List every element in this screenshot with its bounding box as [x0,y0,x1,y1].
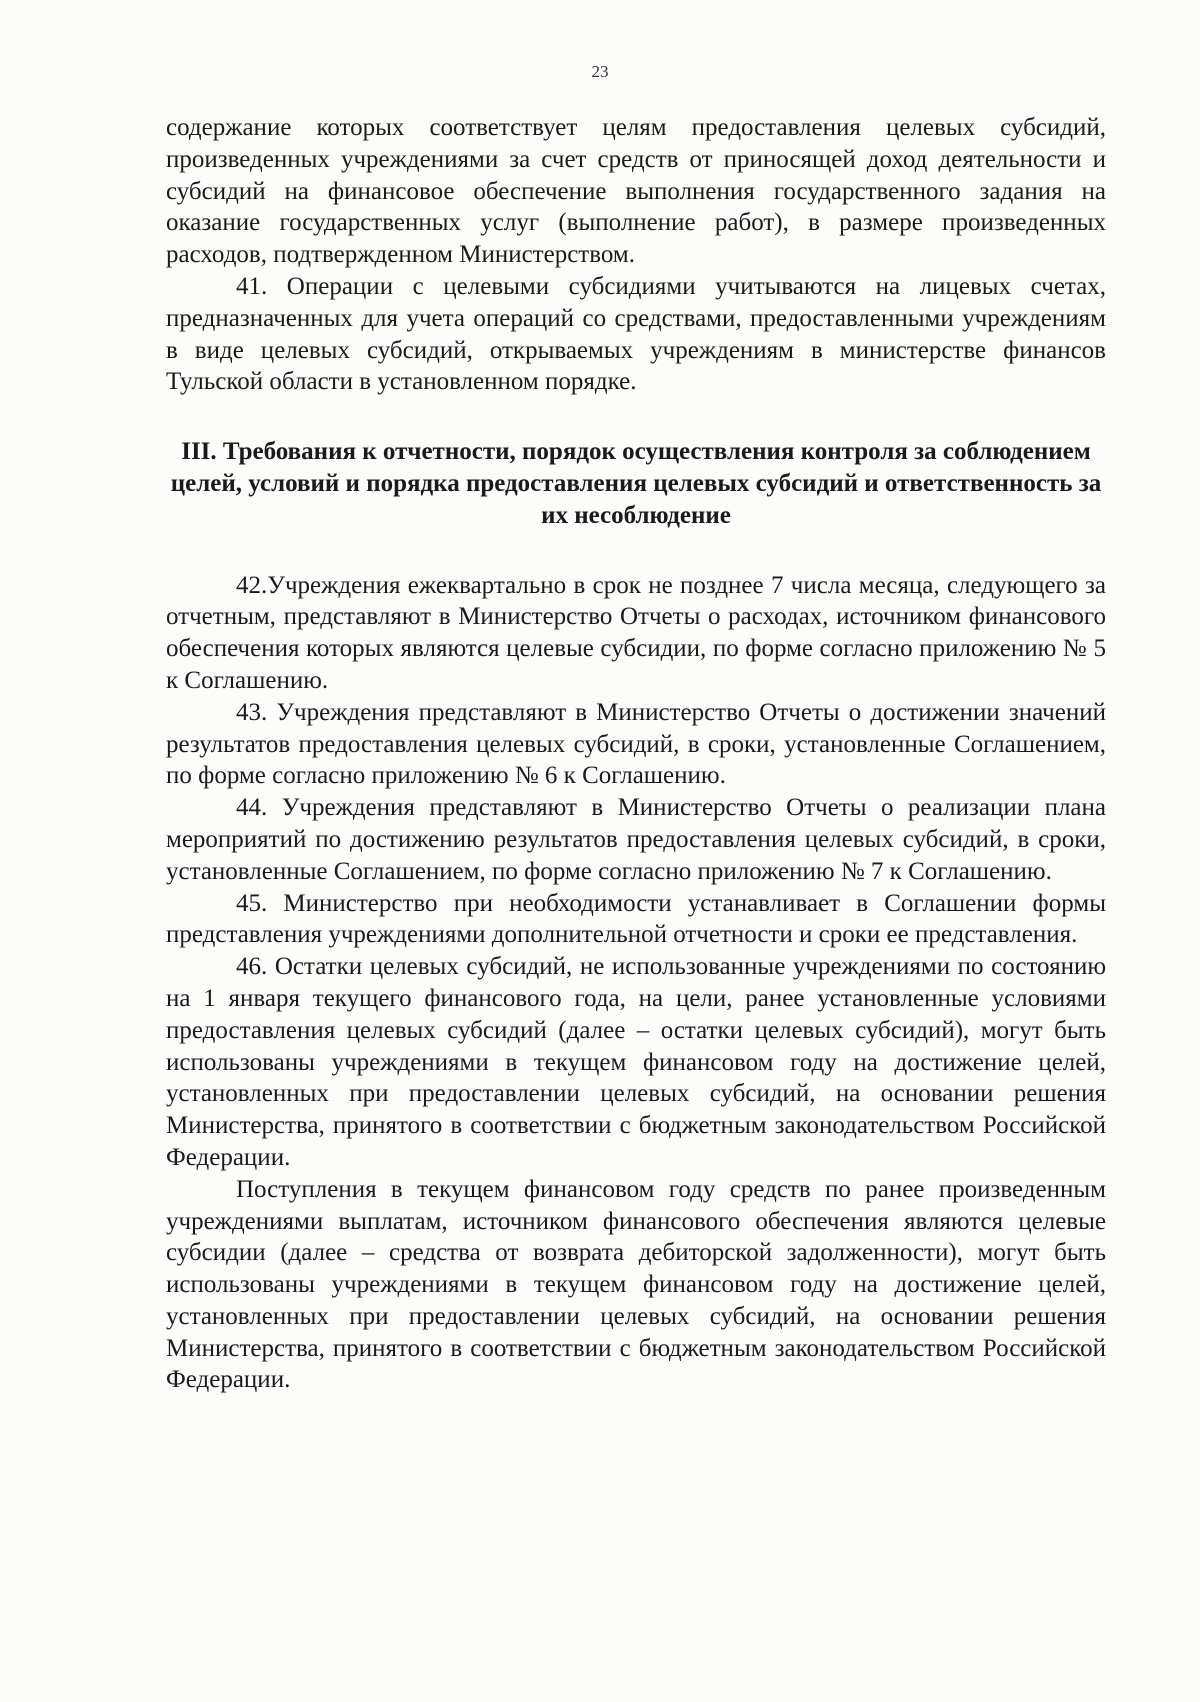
section-heading: III. Требования к отчетности, порядок осуществления контроля за соблюдением целей, условий и порядка предоставления целевых субсидий и ответственность за их несоблюдение [170,438,1102,529]
paragraph-continuation: содержание которых соответствует целям предоставления целевых субсидий, произведенных учреждениями за счет средств от приносящей доход деятельности и субсидий на финансовое обеспечение выполнения государственного задания на оказание государственных услуг (выполнение работ), в размере произведенных расходов, подтвержденном Министерством. [166,114,1106,269]
paragraph-42: 42.Учреждения ежеквартально в срок не позднее 7 числа месяца, следующего за отчетным, представляют в Министерство Отчеты о расходах, источником финансового обеспечения которых являются целевые субсидии, по форме согласно приложению № 5 к Соглашению. [166,571,1106,694]
paragraph-41: 41. Операции с целевыми субсидиями учитываются на лицевых счетах, предназначенных для учета операций со средствами, предоставленными учреждениям в виде целевых субсидий, открываемых учреждениям в министерстве финансов Тульской области в установленном порядке. [166,272,1106,396]
paragraph-43: 43. Учреждения представляют в Министерство Отчеты о достижении значений результатов предоставления целевых субсидий, в сроки, установленные Соглашением, по форме согласно приложению № 6 к Соглашению. [166,698,1106,790]
paragraph-45: 45. Министерство при необходимости устанавливает в Соглашении формы представления учреждениями дополнительной отчетности и сроки ее представления. [166,889,1106,949]
document-body [166,112,1106,1396]
paragraph-receipts: Поступления в текущем финансовом году средств по ранее произведенным учреждениями выплатам, источником финансового обеспечения являются целевые субсидии (далее – средства от возврата дебиторской задолженности), могут быть использованы учреждениями в текущем финансовом году на достижение целей, установленных при предоставлении целевых субсидий, на основании решения Министерства, принятого в соответствии с бюджетным законодательством Российской Федерации. [166,1175,1106,1394]
page-number: 23 [591,62,609,81]
paragraph-46: 46. Остатки целевых субсидий, не использованные учреждениями по состоянию на 1 января текущего финансового года, на цели, ранее установленные условиями предоставления целевых субсидий (далее – остатки целевых субсидий), могут быть использованы учреждениями в текущем финансовом году на достижение целей, установленных при предоставлении целевых субсидий, на основании решения Министерства, принятого в соответствии с бюджетным законодательством Российской Федерации. [166,953,1106,1171]
paragraph-44: 44. Учреждения представляют в Министерство Отчеты о реализации плана мероприятий по достижению результатов предоставления целевых субсидий, в сроки, установленные Соглашением, по форме согласно приложению № 7 к Соглашению. [166,794,1106,885]
